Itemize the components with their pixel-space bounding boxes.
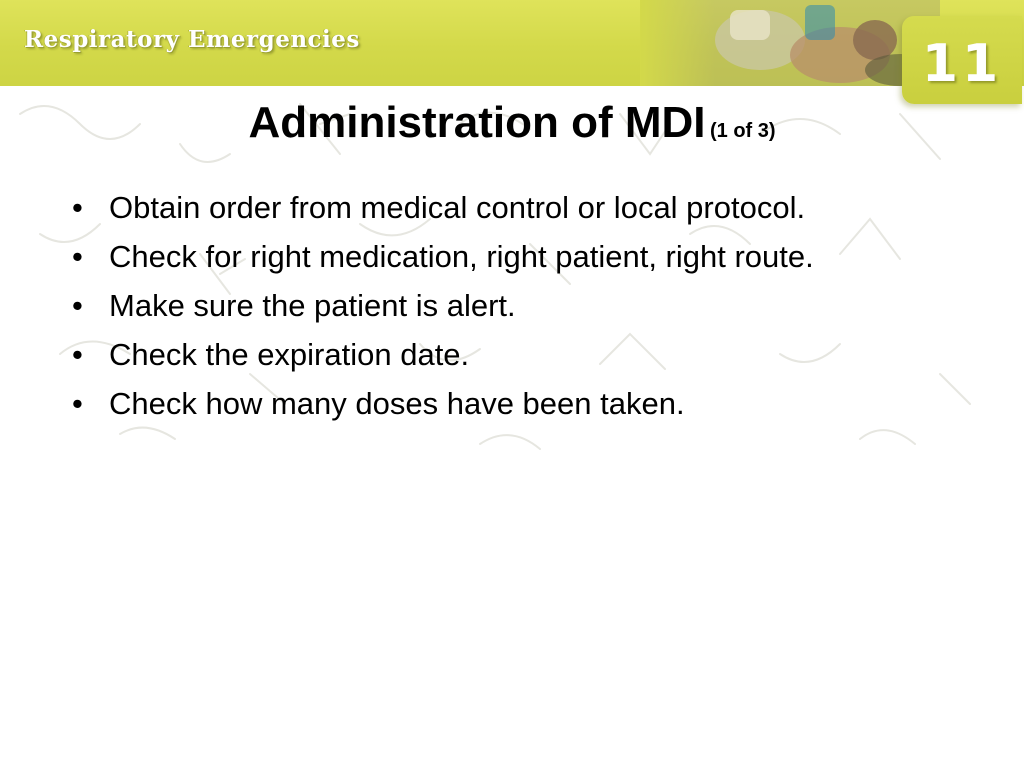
bullet-item bbox=[72, 183, 992, 232]
bullet-item bbox=[72, 330, 992, 379]
bullet-text: Obtain order from medical control or local protocol. bbox=[109, 190, 806, 225]
bullet-item bbox=[72, 232, 992, 281]
bullet-text: Check how many doses have been taken. bbox=[109, 386, 685, 421]
course-title: Respiratory Emergencies bbox=[24, 26, 360, 53]
bullet-marker: • bbox=[72, 386, 83, 421]
bullet-marker: • bbox=[72, 239, 83, 274]
bullet-item bbox=[72, 281, 992, 330]
chapter-tab bbox=[902, 16, 1022, 104]
bullet-marker: • bbox=[72, 337, 83, 372]
slide-title-part: (1 of 3) bbox=[709, 120, 776, 142]
bullet-text: Check the expiration date. bbox=[109, 337, 470, 372]
bullet-list bbox=[72, 183, 992, 428]
bullet-text: Make sure the patient is alert. bbox=[109, 288, 516, 323]
bullet-text: Check for right medication, right patient, right route. bbox=[109, 239, 814, 274]
slide-title bbox=[0, 98, 1024, 148]
bullet-item bbox=[72, 379, 992, 428]
bullet-marker: • bbox=[72, 190, 83, 225]
header-band bbox=[0, 0, 1024, 86]
header-photo bbox=[640, 0, 940, 86]
bullet-marker: • bbox=[72, 288, 83, 323]
chapter-number: 11 bbox=[921, 34, 1003, 94]
slide-title-main: Administration of MDI bbox=[248, 98, 706, 147]
